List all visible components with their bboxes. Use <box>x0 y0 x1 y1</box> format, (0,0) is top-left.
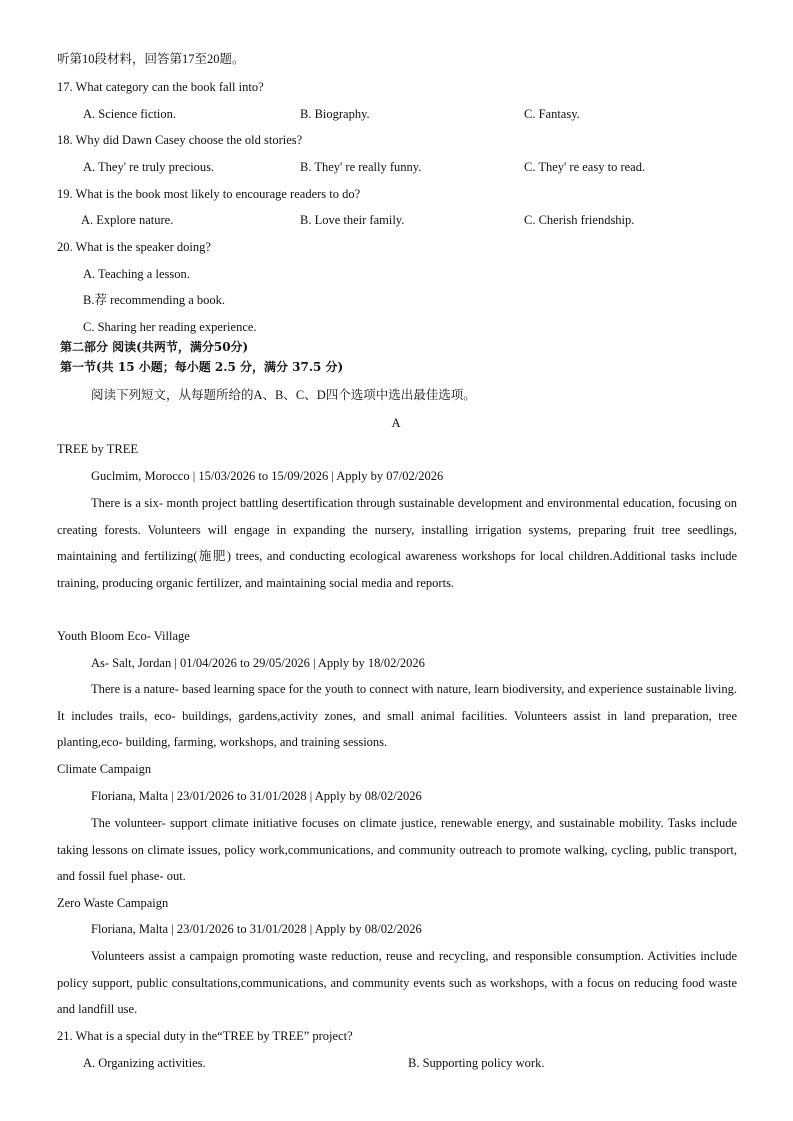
question-21-option-a: A. Organizing activities. <box>83 1056 206 1070</box>
question-18-option-a: A. They' re truly precious. <box>83 160 215 174</box>
question-21-option-b: B. Supporting policy work. <box>408 1056 545 1070</box>
passage-label: A <box>391 416 401 430</box>
question-19-option-b: B. Love their family. <box>300 213 405 227</box>
question-19-option-c: C. Cherish friendship. <box>524 213 635 227</box>
project-title-zero-waste: Zero Waste Campaign <box>57 896 169 910</box>
question-17-stem: 17. What category can the book fall into? <box>57 80 264 94</box>
section-intro: 听第10段材料，回答第17至20题。 <box>57 52 245 66</box>
question-19-stem: 19. What is the book most likely to encourage readers to do? <box>57 187 361 201</box>
question-18-option-c: C. They' re easy to read. <box>524 160 646 174</box>
part-2-section-1-heading: 第一节(共 15 小题；每小题 2.5 分，满分 37.5 分) <box>60 360 344 374</box>
part-2-heading: 第二部分 阅读(共两节，满分50分) <box>60 340 249 354</box>
project-title-tree-by-tree: TREE by TREE <box>57 442 139 456</box>
question-17-option-c: C. Fantasy. <box>524 107 580 121</box>
project-title-youth-bloom: Youth Bloom Eco- Village <box>57 629 190 643</box>
project-meta: As- Salt, Jordan | 01/04/2026 to 29/05/2026 | Apply by 18/02/2026 <box>91 656 425 670</box>
project-meta: Floriana, Malta | 23/01/2026 to 31/01/2028 | Apply by 08/02/2026 <box>91 922 422 936</box>
project-meta: Floriana, Malta | 23/01/2026 to 31/01/2028 | Apply by 08/02/2026 <box>91 789 422 803</box>
question-20-option-b: B.荐 recommending a book. <box>83 293 225 307</box>
question-18-option-b: B. They' re really funny. <box>300 160 422 174</box>
question-18-stem: 18. Why did Dawn Casey choose the old stories? <box>57 133 303 147</box>
question-17-option-b: B. Biography. <box>300 107 370 121</box>
project-description: Volunteers assist a campaign promoting waste reduction, reuse and recycling, and responsible consumption. Activities include policy support, public consultations,communications, and community events such as workshops, with a focus on reducing food waste and landfill use. <box>57 949 737 1016</box>
question-17-option-a: A. Science fiction. <box>83 107 177 121</box>
question-20-option-c: C. Sharing her reading experience. <box>83 320 257 334</box>
project-meta: Guclmim, Morocco | 15/03/2026 to 15/09/2026 | Apply by 07/02/2026 <box>91 469 444 483</box>
question-19-option-a: A. Explore nature. <box>81 213 174 227</box>
project-description: There is a nature- based learning space for the youth to connect with nature, learn biodiversity, and experience sustainable living. It includes trails, eco- buildings, gardens,activity zones, and small animal facilities. Volunteers assist in land preparation, tree planting,eco- building, farming, workshops, and training sessions. <box>57 682 737 749</box>
question-20-stem: 20. What is the speaker doing? <box>57 240 211 254</box>
question-20-option-a: A. Teaching a lesson. <box>83 267 190 281</box>
question-21-stem: 21. What is a special duty in the“TREE by TREE” project? <box>57 1029 353 1043</box>
project-description: There is a six- month project battling desertification through sustainable development and environmental education, focusing on creating forests. Volunteers will engage in expanding the nursery, installing irrigation systems, preparing fruit tree seedlings, maintaining and fertilizing(施肥) trees, and conducting ecological awareness workshops for local children.Additional tasks include training, producing organic fertilizer, and maintaining social media and reports. <box>57 496 737 590</box>
project-title-climate-campaign: Climate Campaign <box>57 762 152 776</box>
reading-instruction: 阅读下列短文，从每题所给的A、B、C、D四个选项中选出最佳选项。 <box>91 388 476 402</box>
project-description: The volunteer- support climate initiative focuses on climate justice, renewable energy, and sustainable mobility. Tasks include taking lessons on climate issues, policy work,communications, and community outreach to promote walking, cycling, public transport, and fossil fuel phase- out. <box>57 816 737 883</box>
